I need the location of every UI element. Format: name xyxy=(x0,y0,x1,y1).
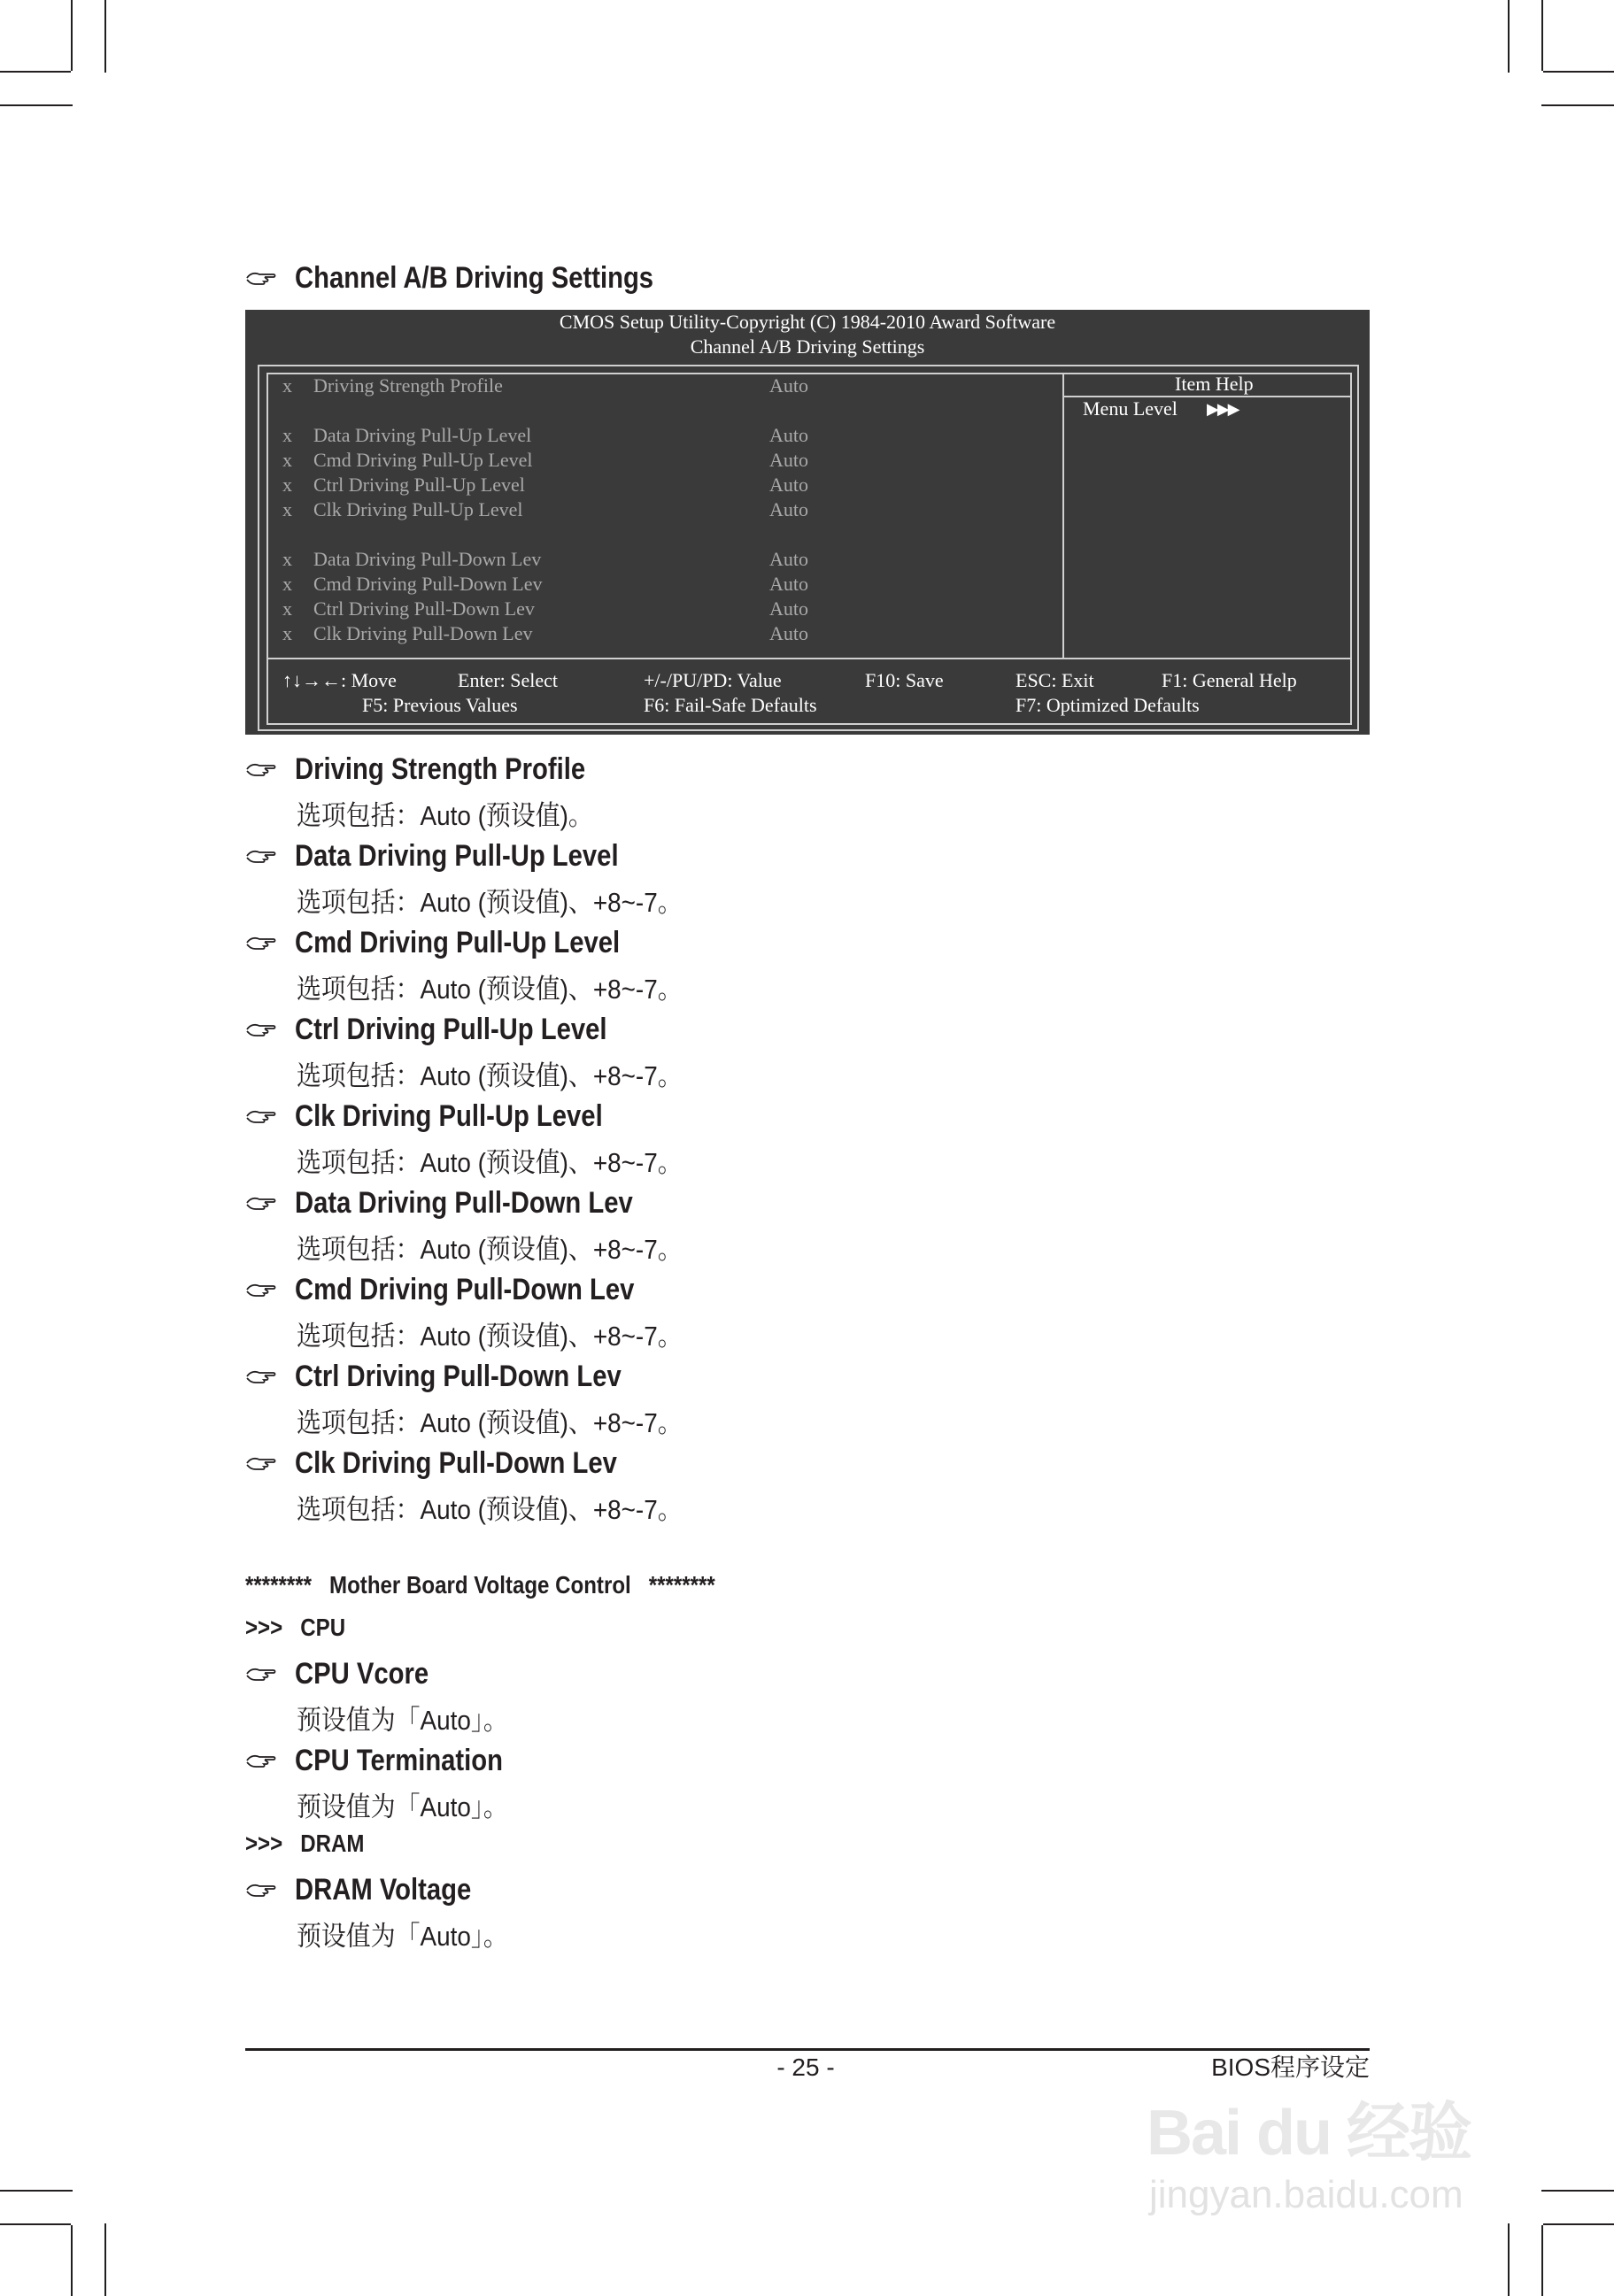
key-value: +/-/PU/PD: Value xyxy=(644,669,782,691)
option-description: 选项包括：Auto (预设值)、+8~-7。 xyxy=(297,1321,683,1352)
pointing-hand-icon xyxy=(245,1106,277,1127)
option-heading: CPU Vcore xyxy=(295,1657,429,1691)
crop-mark xyxy=(0,71,71,73)
crop-mark xyxy=(1541,0,1543,71)
watermark-url: jingyan.baidu.com xyxy=(1149,2173,1463,2216)
option-heading: Ctrl Driving Pull-Up Level xyxy=(295,1013,607,1046)
crop-mark xyxy=(104,0,106,73)
bios-item-value: Auto xyxy=(769,474,808,496)
pointing-hand-icon xyxy=(245,1279,277,1300)
bios-divider xyxy=(266,658,1350,659)
bios-item-value: Auto xyxy=(769,449,808,471)
footer-rule xyxy=(245,2048,1370,2051)
cpu-group-label: >>> CPU xyxy=(245,1614,346,1641)
bios-item-value: Auto xyxy=(769,498,808,520)
option-heading: Driving Strength Profile xyxy=(295,752,586,786)
key-f1: F1: General Help xyxy=(1162,669,1297,691)
menu-level-label: Menu Level xyxy=(1083,397,1178,420)
option-description: 选项包括：Auto (预设值)、+8~-7。 xyxy=(297,974,683,1005)
option-heading: Clk Driving Pull-Up Level xyxy=(295,1099,603,1133)
option-description: 选项包括：Auto (预设值)。 xyxy=(297,800,593,831)
crop-mark xyxy=(0,2190,73,2192)
bios-screen xyxy=(245,310,1370,735)
disabled-mark: x xyxy=(282,474,292,496)
disabled-mark: x xyxy=(282,573,292,595)
crop-mark xyxy=(0,2223,71,2225)
disabled-mark: x xyxy=(282,498,292,520)
option-description: 选项包括：Auto (预设值)、+8~-7。 xyxy=(297,1407,683,1438)
crop-mark xyxy=(1508,0,1510,73)
disabled-mark: x xyxy=(282,548,292,570)
bios-header-copyright: CMOS Setup Utility-Copyright (C) 1984-2010 Award Software xyxy=(559,311,1056,333)
key-move: ↑↓→←: Move xyxy=(282,669,397,691)
baidu-watermark-logo: Bai du 经验 xyxy=(1147,2098,1471,2169)
disabled-mark: x xyxy=(282,622,292,644)
key-f5: F5: Previous Values xyxy=(362,694,518,716)
option-heading: Clk Driving Pull-Down Lev xyxy=(295,1446,617,1480)
bios-header-title: Channel A/B Driving Settings xyxy=(690,335,925,358)
bios-item-label: Cmd Driving Pull-Down Lev xyxy=(313,573,543,595)
option-description: 预设值为「Auto」。 xyxy=(297,1705,508,1736)
pointing-hand-icon xyxy=(245,1750,277,1771)
page-number: - 25 - xyxy=(776,2053,835,2081)
key-esc: ESC: Exit xyxy=(1016,669,1094,691)
crop-mark xyxy=(71,2225,73,2296)
option-heading: Data Driving Pull-Down Lev xyxy=(295,1186,633,1220)
pointing-hand-icon xyxy=(245,267,277,289)
bios-item-value: Auto xyxy=(769,622,808,644)
pointing-hand-icon xyxy=(245,1663,277,1684)
option-description: 选项包括：Auto (预设值)、+8~-7。 xyxy=(297,1060,683,1091)
key-f10: F10: Save xyxy=(865,669,944,691)
option-heading: Cmd Driving Pull-Up Level xyxy=(295,926,621,959)
chapter-title: BIOS程序设定 xyxy=(1211,2053,1370,2081)
crop-mark xyxy=(1508,2223,1510,2296)
crop-mark xyxy=(71,0,73,71)
pointing-hand-icon xyxy=(245,845,277,867)
bios-item-label: Ctrl Driving Pull-Down Lev xyxy=(313,597,535,620)
key-f7: F7: Optimized Defaults xyxy=(1016,694,1200,716)
bios-item-value: Auto xyxy=(769,573,808,595)
bios-item-label: Clk Driving Pull-Up Level xyxy=(313,498,523,520)
bios-item-value: Auto xyxy=(769,597,808,620)
disabled-mark: x xyxy=(282,597,292,620)
bios-divider xyxy=(1062,373,1064,658)
voltage-control-banner: ******** Mother Board Voltage Control ******** xyxy=(245,1571,715,1599)
dram-group-label: >>> DRAM xyxy=(245,1830,365,1857)
crop-mark xyxy=(104,2223,106,2296)
option-description: 选项包括：Auto (预设值)、+8~-7。 xyxy=(297,1234,683,1265)
bios-item-label: Ctrl Driving Pull-Up Level xyxy=(313,474,525,496)
bios-item-value: Auto xyxy=(769,548,808,570)
crop-mark xyxy=(1543,71,1614,73)
pointing-hand-icon xyxy=(245,1192,277,1213)
crop-mark xyxy=(1541,104,1614,106)
option-heading: Ctrl Driving Pull-Down Lev xyxy=(295,1360,622,1393)
option-heading: Cmd Driving Pull-Down Lev xyxy=(295,1273,635,1306)
bios-item-label: Data Driving Pull-Up Level xyxy=(313,424,532,446)
key-f6: F6: Fail-Safe Defaults xyxy=(644,694,817,716)
bios-item-value: Auto xyxy=(769,424,808,446)
option-heading: DRAM Voltage xyxy=(295,1873,472,1907)
pointing-hand-icon xyxy=(245,1452,277,1474)
disabled-mark: x xyxy=(282,449,292,471)
pointing-hand-icon xyxy=(245,932,277,953)
item-help-title: Item Help xyxy=(1175,373,1254,395)
option-description: 选项包括：Auto (预设值)、+8~-7。 xyxy=(297,887,683,918)
pointing-hand-icon xyxy=(245,1879,277,1900)
crop-mark xyxy=(1543,2223,1614,2225)
pointing-hand-icon xyxy=(245,759,277,780)
pointing-hand-icon xyxy=(245,1366,277,1387)
disabled-mark: x xyxy=(282,424,292,446)
option-description: 预设值为「Auto」。 xyxy=(297,1921,508,1952)
section-title: Channel A/B Driving Settings xyxy=(295,261,654,295)
option-heading: Data Driving Pull-Up Level xyxy=(295,839,619,873)
bios-item-label: Cmd Driving Pull-Up Level xyxy=(313,449,533,471)
bios-item-label: Data Driving Pull-Down Lev xyxy=(313,548,542,570)
disabled-mark: x xyxy=(282,374,292,397)
pointing-hand-icon xyxy=(245,1019,277,1040)
bios-item-label: Clk Driving Pull-Down Lev xyxy=(313,622,533,644)
crop-mark xyxy=(1541,2225,1543,2296)
key-enter: Enter: Select xyxy=(458,669,559,691)
option-description: 预设值为「Auto」。 xyxy=(297,1791,508,1822)
bios-item-label: Driving Strength Profile xyxy=(313,374,503,397)
crop-mark xyxy=(0,104,73,106)
menu-level-arrows-icon: ▶▶▶ xyxy=(1207,400,1239,418)
option-heading: CPU Termination xyxy=(295,1744,504,1777)
bios-item-value: Auto xyxy=(769,374,808,397)
option-description: 选项包括：Auto (预设值)、+8~-7。 xyxy=(297,1147,683,1178)
option-description: 选项包括：Auto (预设值)、+8~-7。 xyxy=(297,1494,683,1525)
crop-mark xyxy=(1541,2190,1614,2192)
